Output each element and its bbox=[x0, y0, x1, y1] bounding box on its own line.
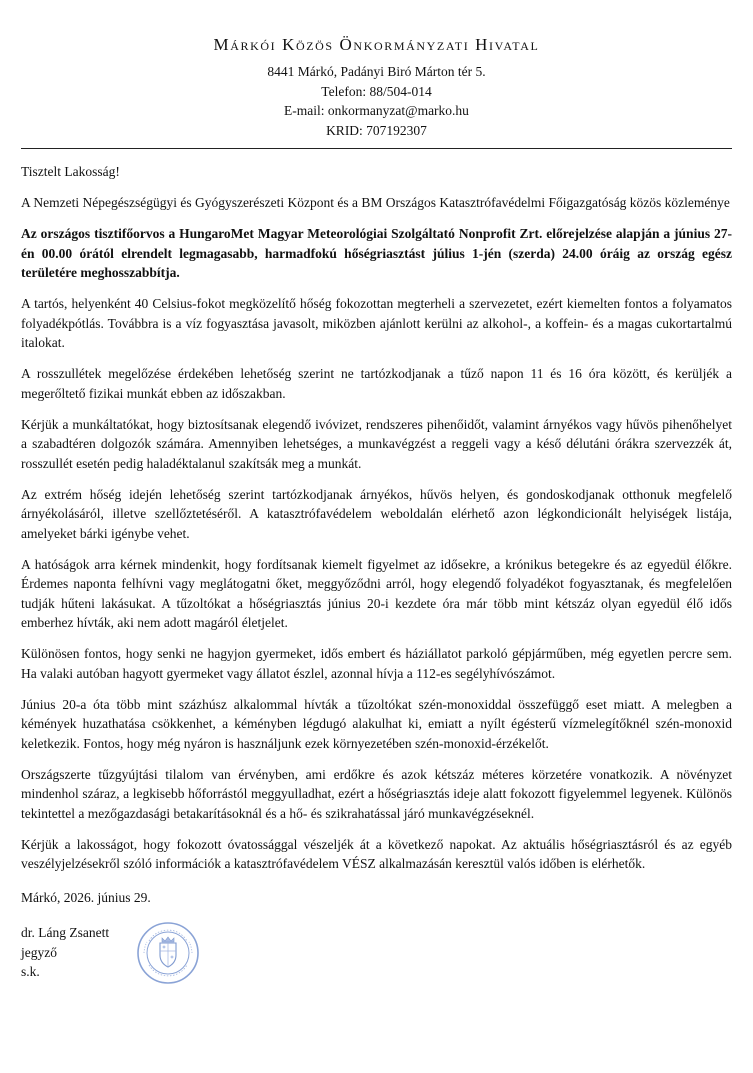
header-divider bbox=[21, 148, 732, 149]
body-paragraph: Kérjük a munkáltatókat, hogy biztosítsanak elegendő ivóvizet, rendszeres pihenőidőt, valamint árnyékos vagy hűvös pihenőhelyet a szabadtéren dolgozók számára. Amennyiben lehetséges, a munkavégzést a reggeli vagy a késő délutáni órákra szervezzék át, rosszullét esetén pedig haladéktalanul szakítsák meg a munkát. bbox=[21, 416, 732, 471]
letter-body bbox=[21, 162, 732, 907]
intro-paragraph: A Nemzeti Népegészségügyi és Gyógyszerészeti Központ és a BM Országos Katasztrófavédelmi Főigazgatóság közös közleménye bbox=[21, 195, 730, 210]
body-paragraph: A hatóságok arra kérnek mindenkit, hogy fordítsanak kiemelt figyelmet az idősekre, a krónikus betegekre és az egyedül élőkre. Érdemes naponta felhívni vagy meglátogatni őket, meggyőződni arról, hogy elegendő folyadékot fogyasztanak, és megfelelően tudják hűteni lakásukat. A tűzoltókat a hőségriasztás június 20-i kezdete óra már több mint kétszáz olyan egyedül élő idős emberhez hívták, aki nem adott magáról életjelet. bbox=[21, 556, 732, 630]
office-email: E-mail: onkormanyzat@marko.hu bbox=[284, 103, 469, 118]
office-krid: KRID: 707192307 bbox=[326, 122, 427, 138]
signature-block bbox=[21, 923, 732, 982]
office-title: Márkói Közös Önkormányzati Hivatal bbox=[213, 35, 540, 54]
office-address: 8441 Márkó, Padányi Biró Márton tér 5. bbox=[267, 64, 486, 79]
body-paragraph: Az extrém hőség idején lehetőség szerint tartózkodjanak árnyékos, hűvös helyen, és gondoskodjanak otthonuk megfelelő árnyékolásáról, illetve szellőztetéséről. A katasztrófavédelem weboldalán elérhető azon légkondicionált helyiségek listája, amelyeket bárki igénybe vehet. bbox=[21, 486, 732, 541]
body-paragraph: Különösen fontos, hogy senki ne hagyjon gyermeket, idős embert és háziállatot parkoló gépjárműben, még egyetlen percre sem. Ha valaki autóban hagyott gyermeket vagy állatot észlel, azonnal hívja a 112-es segélyhívószámot. bbox=[21, 646, 732, 681]
office-phone: Telefon: 88/504-014 bbox=[321, 83, 432, 99]
body-paragraph: Június 20-a óta több mint százhúsz alkalommal hívták a tűzoltókat szén-monoxiddal összefüggő eset miatt. A melegben a kémények huzathatása csökkenhet, a kéményben légdugó alakulhat ki, emiatt a nyílt égésterű vízmelegítőknél szén-monoxid keletkezik. Fontos, hogy még nyáron is használjunk ezek környezetében szén-monoxid-érzékelőt. bbox=[21, 696, 732, 751]
signer-name: dr. Láng Zsanett bbox=[21, 925, 110, 940]
body-paragraph: Országszerte tűzgyújtási tilalom van érvényben, ami erdőkre és azok kétszáz méteres körzetére vonatkozik. A növényzet mindenhol száraz, a legkisebb hőforrástól meggyulladhat, ezért a hőségriasztás ideje alatt fokozott figyelemmel legyenek. Különös tekintettel a mezőgazdasági betakarításoknál és a hő- és szikrahatással járó munkavégzéseknél. bbox=[21, 766, 732, 821]
letterhead bbox=[21, 0, 732, 140]
announcement-paragraph: Az országos tisztifőorvos a HungaroMet Magyar Meteorológiai Szolgáltató Nonprofit Zrt. előrejelzése alapján a június 27-én 00.00 órától elrendelt legmagasabb, harmadfokú hőségriasztást július 1-jén (szerda) 24.00 óráig az ország egész területére meghosszabbítja. bbox=[21, 226, 732, 280]
signer-role: jegyző bbox=[21, 944, 57, 960]
salutation: Tisztelt Lakosság! bbox=[21, 164, 120, 179]
signed-mark: s.k. bbox=[21, 964, 40, 979]
date-line: Márkó, 2026. június 29. bbox=[21, 889, 151, 905]
official-seal-icon bbox=[136, 921, 200, 985]
body-paragraph: A tartós, helyenként 40 Celsius-fokot megközelítő hőség fokozottan megterheli a szervezetet, ezért kiemelten fontos a folyamatos folyadékpótlás. Továbbra is a víz fogyasztása javasolt, miközben ajánlott kerülni az alkohol-, a koffein- és a magas cukortartalmú italokat. bbox=[21, 296, 732, 350]
body-paragraph: Kérjük a lakosságot, hogy fokozott óvatossággal vészeljék át a következő napokat. Az aktuális hőségriasztásról és az egyéb veszélyjelzésekről szóló információk a katasztrófavédelem VÉSZ alkalmazásán keresztül valós időben is elérhetők. bbox=[21, 836, 732, 871]
body-paragraph: A rosszullétek megelőzése érdekében lehetőség szerint ne tartózkodjanak a tűző napon 11 és 16 óra között, és kerüljék a megerőltető fizikai munkát ebben az időszakban. bbox=[21, 366, 732, 401]
